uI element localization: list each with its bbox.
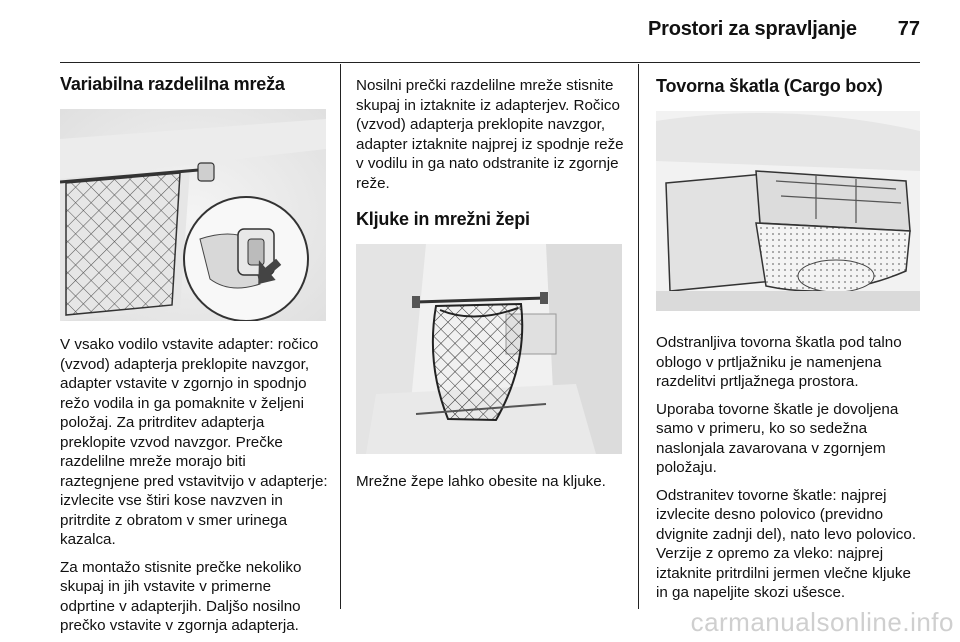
paragraph-cargo-box-purpose: Odstranljiva tovorna škatla pod talno oblogo v prtljažniku je namenjena razdelitvi prtljažnega prostora. bbox=[656, 334, 902, 390]
paragraph-adapter-instructions: V vsako vodilo vstavite adapter: ročico (vzvod) adapterja preklopite navzgor, adapter vstavite v zgornjo in spodnjo režo vodila in ga pomaknite v željeni položaj. Za pritrditev adapterja preklopite vzvod navzgor. Prečke razdelilne mreže morajo biti raztegnjene pred vstavitvijo v adapterje: izvlecite vse štiri kose navzven in pritrdite z obratom v smer urinega kazalca. bbox=[60, 336, 328, 548]
paragraph-cargo-box-removal: Odstranitev tovorne škatle: najprej izvlecite desno polovico (previdno dvignite zadnji del), nato levo polovico. Verzije z opremo za vleko: najprej iztaknite pritrdilni jermen vlečne kljuke in ga napeljite skozi ušesce. bbox=[656, 486, 917, 601]
paragraph-removal-instructions: Nosilni prečki razdelilne mreže stisnite skupaj in iztaknite iz adapterjev. Ročico (vzvod) adapterja preklopite navzgor, adapter iztaknite najprej iz spodnje reže v vodilu in ga nato odstranite iz zgornje reže. bbox=[356, 77, 624, 192]
page-number: 77 bbox=[897, 18, 920, 40]
paragraph-mounting-instructions: Za montažo stisnite prečke nekoliko skupaj in jih vstavite v primerne odprtine v adapterjih. Daljšo nosilno prečko vstavite v zgornja adapterja. bbox=[60, 558, 302, 634]
column-2 bbox=[356, 76, 628, 492]
section-heading-hooks-net-pockets: Kljuke in mrežni žepi bbox=[356, 209, 530, 229]
column-divider-2 bbox=[638, 64, 639, 609]
section-heading-cargo-box: Tovorna škatla (Cargo box) bbox=[656, 76, 883, 96]
illustration-cargo-box bbox=[656, 111, 920, 311]
section-heading-variable-net: Variabilna razdelilna mreža bbox=[60, 74, 285, 94]
column-1 bbox=[60, 74, 328, 636]
column-3 bbox=[656, 76, 920, 603]
illustration-divider-net-adapter bbox=[60, 109, 326, 321]
caption-net-pocket: Mrežne žepe lahko obesite na kljuke. bbox=[356, 473, 606, 490]
watermark: carmanualsonline.info bbox=[690, 607, 954, 637]
paragraph-cargo-box-usage: Uporaba tovorne škatle je dovoljena samo v primeru, ko so sedežna naslonjala zavarovana v zgornjem položaju. bbox=[656, 400, 899, 476]
column-divider-1 bbox=[340, 64, 341, 609]
page-header-title: Prostori za spravljanje bbox=[648, 18, 857, 40]
header-rule bbox=[60, 62, 920, 63]
illustration-net-pocket bbox=[356, 244, 622, 454]
